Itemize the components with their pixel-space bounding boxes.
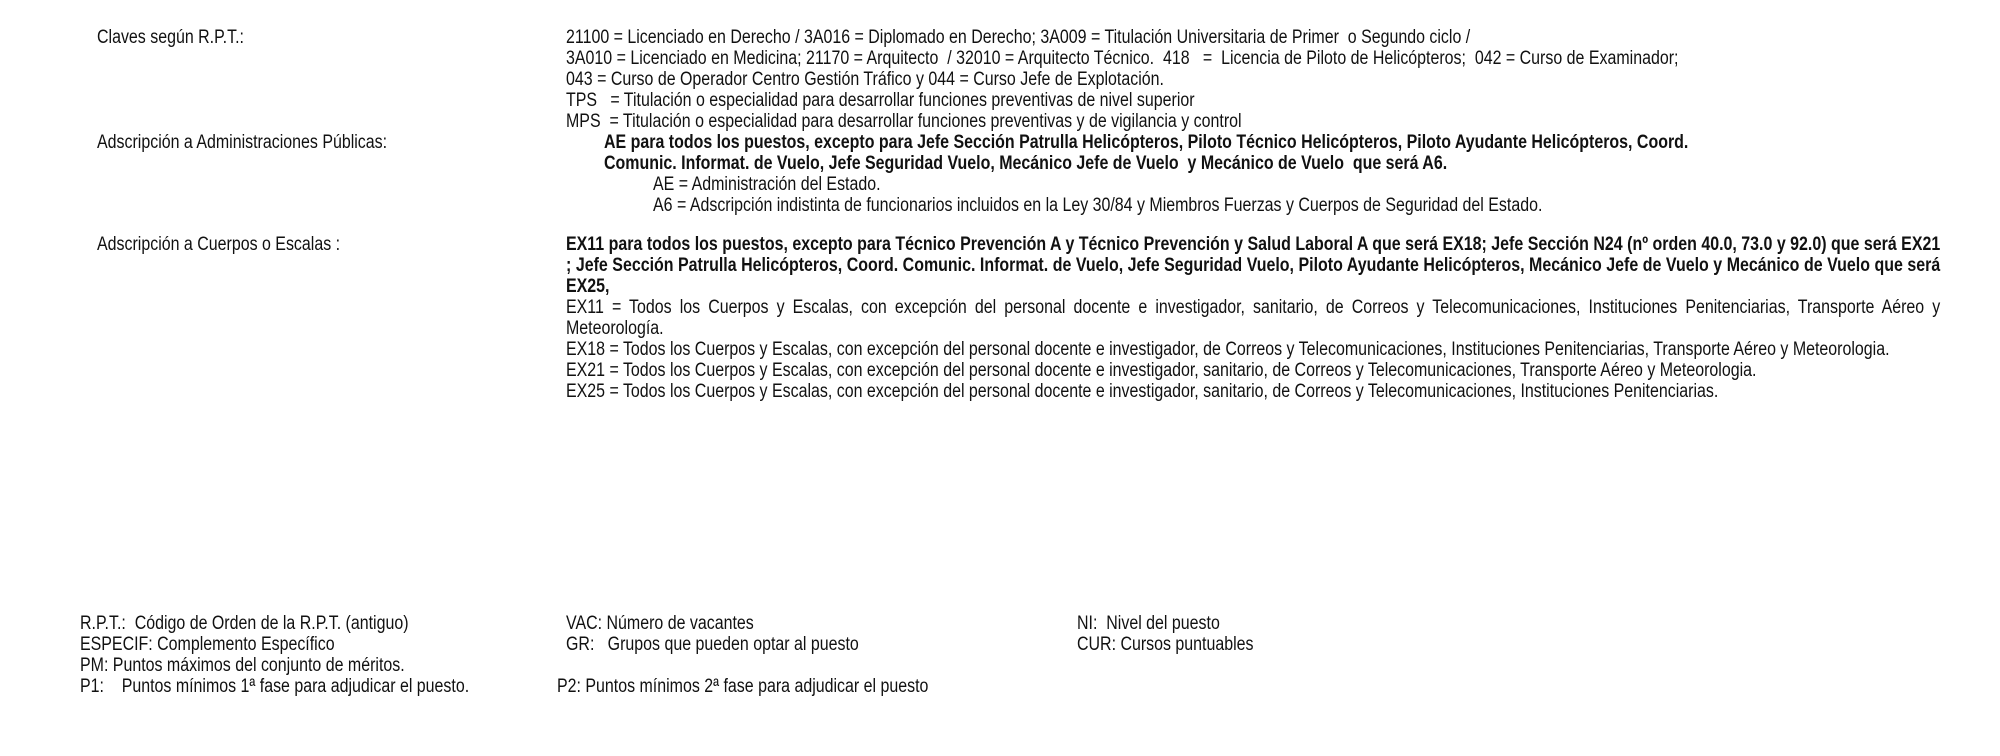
cuerpos-bold: EX11 para todos los puestos, excepto para Técnico Prevención A y Técnico Prevención y Salud Laboral A que será EX18; Jefe Sección N24 (nº orden 40.0, 73.0 y 92.0) que será EX21 ; Jefe Sección Patrulla Helicópteros, Coord. Comunic. Informat. de Vuelo, Jefe Seguridad Vuelo, Piloto Ayudante Helicópteros, Mecánico Jefe de Vuelo y Mecánico de Vuelo que será EX25, xyxy=(566,234,1941,297)
admin-bold-line: AE para todos los puestos, excepto para Jefe Sección Patrulla Helicópteros, Piloto Técnico Helicópteros, Piloto Ayudante Helicópteros, Coord. xyxy=(604,132,1689,153)
claves-line: 21100 = Licenciado en Derecho / 3A016 = Diplomado en Derecho; 3A009 = Titulación Universitaria de Primer o Segundo ciclo / xyxy=(566,27,1471,48)
claves-line: 043 = Curso de Operador Centro Gestión Tráfico y 044 = Curso Jefe de Explotación. xyxy=(566,69,1164,90)
admin-ae: AE = Administración del Estado. xyxy=(653,174,881,195)
cuerpos-ex25: EX25 = Todos los Cuerpos y Escalas, con excepción del personal docente e investigador, sanitario, de Correos y Telecomunicaciones, Instituciones Penitenciarias. xyxy=(566,381,1719,402)
label-adscripcion-admin: Adscripción a Administraciones Públicas: xyxy=(97,132,388,153)
legend-vac: VAC: Número de vacantes xyxy=(566,613,754,634)
claves-tps: TPS = Titulación o especialidad para desarrollar funciones preventivas de nivel superior xyxy=(566,90,1195,111)
label-adscripcion-cuerpos: Adscripción a Cuerpos o Escalas : xyxy=(97,234,341,255)
cuerpos-ex18: EX18 = Todos los Cuerpos y Escalas, con excepción del personal docente e investigador, de Correos y Telecomunicaciones, Instituciones Penitenciarias, Transporte Aéreo y Meteorologia. xyxy=(566,339,1890,360)
legend-p1: P1: Puntos mínimos 1ª fase para adjudicar el puesto. xyxy=(80,676,470,697)
label-claves: Claves según R.P.T.: xyxy=(97,27,244,48)
cuerpos-ex11: EX11 = Todos los Cuerpos y Escalas, con excepción del personal docente e investigador, sanitario, de Correos y Telecomunicaciones, Instituciones Penitenciarias, Transporte Aéreo y Meteorología. xyxy=(566,297,1941,339)
legend-rpt: R.P.T.: Código de Orden de la R.P.T. (antiguo) xyxy=(80,613,409,634)
claves-mps: MPS = Titulación o especialidad para desarrollar funciones preventivas y de vigilancia y control xyxy=(566,111,1242,132)
legend-especif: ESPECIF: Complemento Específico xyxy=(80,634,335,655)
legend-cur: CUR: Cursos puntuables xyxy=(1077,634,1254,655)
admin-bold-line: Comunic. Informat. de Vuelo, Jefe Seguridad Vuelo, Mecánico Jefe de Vuelo y Mecánico de Vuelo que será A6. xyxy=(604,153,1448,174)
legend-gr: GR: Grupos que pueden optar al puesto xyxy=(566,634,859,655)
legend-ni: NI: Nivel del puesto xyxy=(1077,613,1220,634)
admin-a6: A6 = Adscripción indistinta de funcionarios incluidos en la Ley 30/84 y Miembros Fuerzas y Cuerpos de Seguridad del Estado. xyxy=(653,195,1543,216)
legend-pm: PM: Puntos máximos del conjunto de méritos. xyxy=(80,655,405,676)
cuerpos-block xyxy=(566,234,1940,402)
legend-p2: P2: Puntos mínimos 2ª fase para adjudicar el puesto xyxy=(557,676,929,697)
claves-line: 3A010 = Licenciado en Medicina; 21170 = Arquitecto / 32010 = Arquitecto Técnico. 418 = Licencia de Piloto de Helicópteros; 042 = Curso de Examinador; xyxy=(566,48,1679,69)
cuerpos-ex21: EX21 = Todos los Cuerpos y Escalas, con excepción del personal docente e investigador, sanitario, de Correos y Telecomunicaciones, Transporte Aéreo y Meteorologia. xyxy=(566,360,1757,381)
